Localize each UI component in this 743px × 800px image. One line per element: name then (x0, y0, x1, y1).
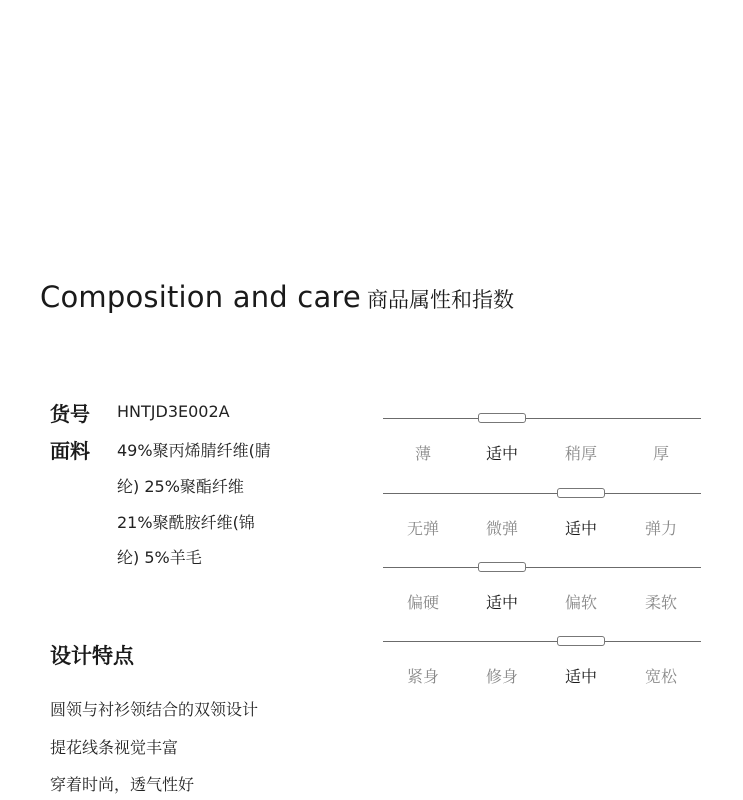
scale-marker (557, 636, 605, 646)
index-scale-softness (383, 562, 701, 624)
scale-option: 微弹 (485, 519, 518, 538)
section-heading (40, 280, 514, 314)
scale-marker (557, 488, 605, 498)
heading-chinese: 商品属性和指数 (366, 288, 514, 312)
design-feature-item: 圆领与衬衫领结合的双领设计 (50, 700, 259, 719)
scale-option-selected: 适中 (564, 519, 597, 538)
scale-option: 紧身 (406, 667, 439, 686)
index-scale-fit (383, 636, 701, 698)
scale-option: 稍厚 (564, 444, 597, 463)
scale-option: 厚 (652, 444, 669, 463)
scale-option: 宽松 (644, 667, 677, 686)
scale-marker (478, 413, 526, 423)
fabric-line: 纶) 25%聚酯纤维 (117, 477, 244, 496)
scale-option: 薄 (414, 444, 431, 463)
design-feature-item: 提花线条视觉丰富 (50, 738, 179, 757)
item-number-value: HNTJD3E002A (117, 402, 230, 421)
scale-track (383, 567, 701, 568)
fabric-line: 纶) 5%羊毛 (117, 548, 202, 567)
scale-option-selected: 适中 (564, 667, 597, 686)
index-scale-thickness (383, 413, 701, 475)
fabric-line: 21%聚酰胺纤维(锦 (117, 513, 255, 532)
scale-track (383, 493, 701, 494)
scale-option: 柔软 (644, 593, 677, 612)
scale-track (383, 641, 701, 642)
scale-option-selected: 适中 (485, 593, 518, 612)
scale-marker (478, 562, 526, 572)
index-scale-elasticity (383, 488, 701, 550)
scale-option: 无弹 (406, 519, 439, 538)
scale-option: 偏软 (564, 593, 597, 612)
scale-option: 偏硬 (406, 593, 439, 612)
heading-english: Composition and care (40, 280, 361, 314)
scale-option: 修身 (485, 667, 518, 686)
design-feature-item: 穿着时尚，透气性好 (50, 775, 195, 794)
scale-option-selected: 适中 (485, 444, 518, 463)
design-features-title: 设计特点 (50, 644, 134, 668)
fabric-line: 49%聚丙烯腈纤维(腈 (117, 441, 271, 460)
fabric-label: 面料 (50, 439, 90, 463)
scale-option: 弹力 (644, 519, 677, 538)
scale-track (383, 418, 701, 419)
item-number-label: 货号 (50, 402, 90, 426)
